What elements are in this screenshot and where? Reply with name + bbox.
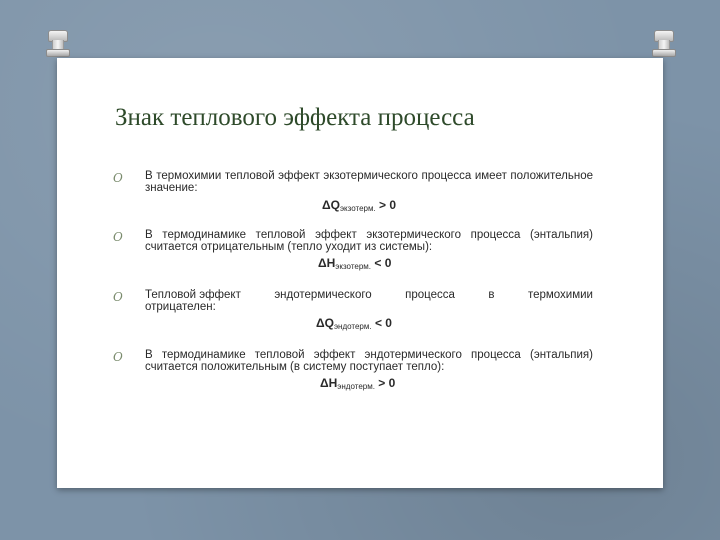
pushpin-right-icon [652,30,674,56]
item-word: процесса [405,289,455,301]
item-text: В термохимии тепловой эффект экзотермического процесса имеет положительное значение: [145,170,593,194]
formula-symbol: ΔH [318,256,336,270]
item-text-line [145,289,593,301]
formula [322,198,396,212]
item-word: эндотермического [274,289,372,301]
formula-symbol: ΔQ [322,198,340,212]
formula-relation: < 0 [371,316,392,330]
formula-subscript: экзотерм. [339,204,376,213]
bullet-icon: O [113,171,123,185]
bullet-icon: O [113,230,123,244]
list-item [113,170,595,194]
list-item [113,289,595,313]
formula-subscript: эндотерм. [333,322,372,331]
bullet-icon: O [113,290,123,304]
formula-symbol: ΔH [320,376,338,390]
formula-symbol: ΔQ [316,316,334,330]
item-text: В термодинамике тепловой эффект экзотермического процесса (энтальпия) считается отрицательным (тепло уходит из системы): [145,229,593,253]
formula-relation: < 0 [371,256,392,270]
item-text: В термодинамике тепловой эффект эндотермического процесса (энтальпия) считается положительным (в систему поступает тепло): [145,349,593,373]
item-word: термохимии [527,289,593,301]
formula [318,256,391,270]
item-word: в [488,289,495,301]
formula-subscript: эндотерм. [337,382,375,391]
formula [320,376,395,390]
item-text: отрицателен: [145,301,216,313]
formula-relation: > 0 [375,198,397,212]
formula [316,316,392,330]
pushpin-left-icon [46,30,68,56]
list-item [113,229,595,253]
formula-subscript: экзотерм. [335,262,372,271]
bullet-icon: O [113,350,123,364]
item-word: Тепловой эффект [145,289,241,301]
list-item [113,349,595,373]
formula-relation: > 0 [374,376,396,390]
slide-title: Знак теплового эффекта процесса [115,104,475,131]
